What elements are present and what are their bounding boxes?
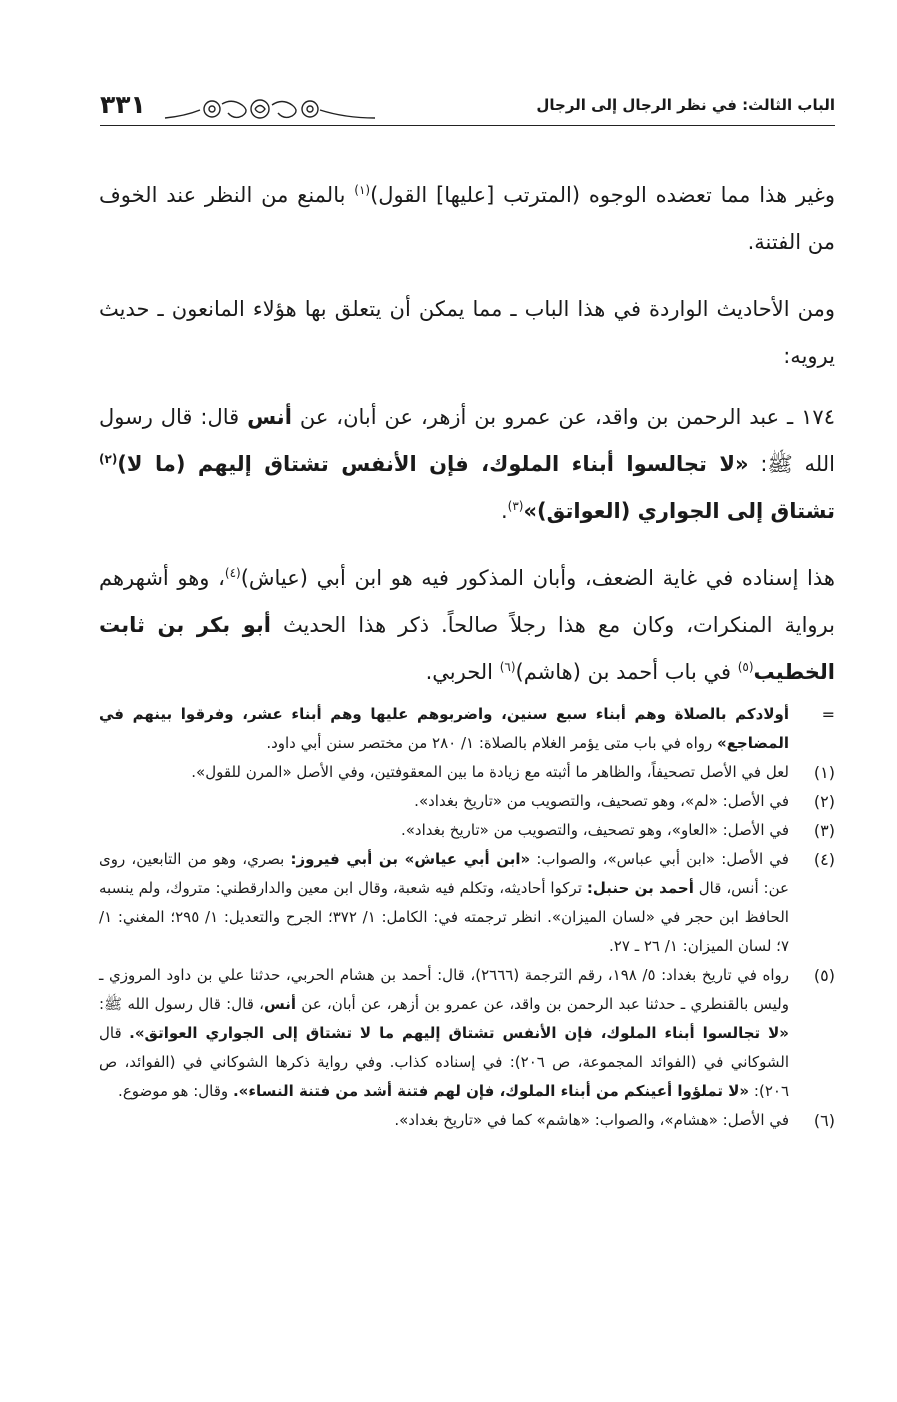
hadith-text: «لا تجالسوا أبناء الملوك، فإن الأنفس تشتاق إليهم (ما لا)$^{(٢)}$ تشتاق إلى الجواري (العواتق)» [99, 452, 835, 523]
footnote-number: (١) [813, 763, 835, 782]
footnote-1: (١) لعل في الأصل تصحيفاً، والظاهر ما أثبته مع زيادة ما بين المعقوفتين، وفي الأصل «المرن للقول». [99, 758, 835, 787]
floral-ornament-icon [160, 96, 380, 124]
footnote-number: (٣) [813, 821, 835, 840]
footnote-4: (٤) في الأصل: «ابن أبي عباس»، والصواب: «ابن أبي عياش» بن أبي فيروز: بصري، وهو من التابعين، روى عن: أنس، قال أحمد بن حنبل: تركوا أحاديثه، وتكلم فيه شعبة، وقال ابن معين والدارقطني: متروك، ولم ينسبه الحافظ ابن حجر في «لسان الميزان». انظر ترجمته في: الكامل: ١/ ٣٧٢؛ الجرح والتعديل: ١/ ٢٩٥؛ المغني: ١/ ٧؛ لسان الميزان: ١/ ٢٦ ـ ٢٧. [99, 845, 835, 961]
narrator-anas: أنس [247, 405, 292, 429]
running-header [100, 90, 835, 130]
paragraph-2: ومن الأحاديث الواردة في هذا الباب ـ مما يمكن أن يتعلق بها هؤلاء المانعون ـ حديث يرويه: [99, 297, 835, 368]
footnote-ref-6: (٦) [499, 660, 516, 674]
paragraph-hadith-174: ١٧٤ ـ عبد الرحمن بن واقد، عن عمرو بن أزهر، عن أبان، عن أنس قال: قال رسول الله ﷺ: «لا تجالسوا أبناء الملوك، فإن الأنفس تشتاق إليهم (ما لا)$^{(٢)}$ تشتاق إلى الجواري (العواتق)»$^{(٣)}$. [99, 405, 835, 523]
footnote-ref-5: (٥) [737, 660, 754, 674]
footnote-5: (٥) رواه في تاريخ بغداد: ٥/ ١٩٨، رقم الترجمة (٢٦٦٦)، قال: أحمد بن هشام الحربي، حدثنا علي بن داود المروزي ـ وليس بالقنطري ـ حدثنا عبد الرحمن بن واقد، عن عمرو بن أزهر، عن أبان، عن أنس، قال: قال رسول الله ﷺ: «لا تجالسوا أبناء الملوك، فإن الأنفس تشتاق إليهم ما لا تشتاق إلى الجواري العواتق». قال الشوكاني في (الفوائد المجموعة، ص ٢٠٦): في إسناده كذاب. وفي رواية ذكرها الشوكاني في (الفوائد، ص ٢٠٦): «لا تملؤوا أعينكم من أبناء الملوك، فإن لهم فتنة أشد من فتنة النساء». وقال: هو موضوع. [99, 961, 835, 1106]
paragraph-commentary: هذا إسناده في غاية الضعف، وأبان المذكور فيه هو ابن أبي (عياش)$^{(٤)}$، وهو أشهرهم برواية المنكرات، وكان مع هذا رجلاً صالحاً. ذكر هذا الحديث أبو بكر بن ثابت الخطيب$^{(٥)}$ في باب أحمد بن (هاشم)$^{(٦)}$ الحربي. [99, 566, 835, 684]
header-rule [100, 125, 835, 126]
footnote-continuation: = أولادكم بالصلاة وهم أبناء سبع سنين، واضربوهم عليها وهم أبناء عشر، وفرقوا بينهم في المضاجع» رواه في باب متى يؤمر الغلام بالصلاة: ١/ ٢٨٠ من مختصر سنن أبي داود. [99, 700, 835, 758]
paragraph-1: وغير هذا مما تعضده الوجوه (المترتب [عليها] القول)$^{(١)}$ بالمنع من النظر عند الخوف من الفتنة. [99, 183, 836, 254]
main-text [99, 172, 835, 716]
author-khatib: أبو بكر بن ثابت الخطيب [99, 613, 835, 684]
footnote-ref-3: (٣) [507, 499, 524, 513]
footnote-number: (٢) [813, 792, 835, 811]
footnote-2: (٢) في الأصل: «لم»، وهو تصحيف، والتصويب من «تاريخ بغداد». [99, 787, 835, 816]
running-title: الباب الثالث: في نظر الرجال إلى الرجال [536, 96, 835, 114]
continuation-marker: = [821, 705, 835, 724]
footnote-ref-4: (٤) [224, 566, 241, 580]
footnotes [99, 700, 835, 1135]
footnote-number: (٤) [813, 850, 835, 869]
footnote-number: (٦) [813, 1111, 835, 1130]
footnote-6: (٦) في الأصل: «هشام»، والصواب: «هاشم» كما في «تاريخ بغداد». [99, 1106, 835, 1135]
footnote-ref-1: (١) [354, 183, 371, 197]
page-number: ٣٣١ [100, 90, 146, 119]
footnote-ref-2: (٢) [99, 452, 118, 466]
footnote-3: (٣) في الأصل: «العاو»، وهو تصحيف، والتصويب من «تاريخ بغداد». [99, 816, 835, 845]
footnote-number: (٥) [813, 966, 835, 985]
